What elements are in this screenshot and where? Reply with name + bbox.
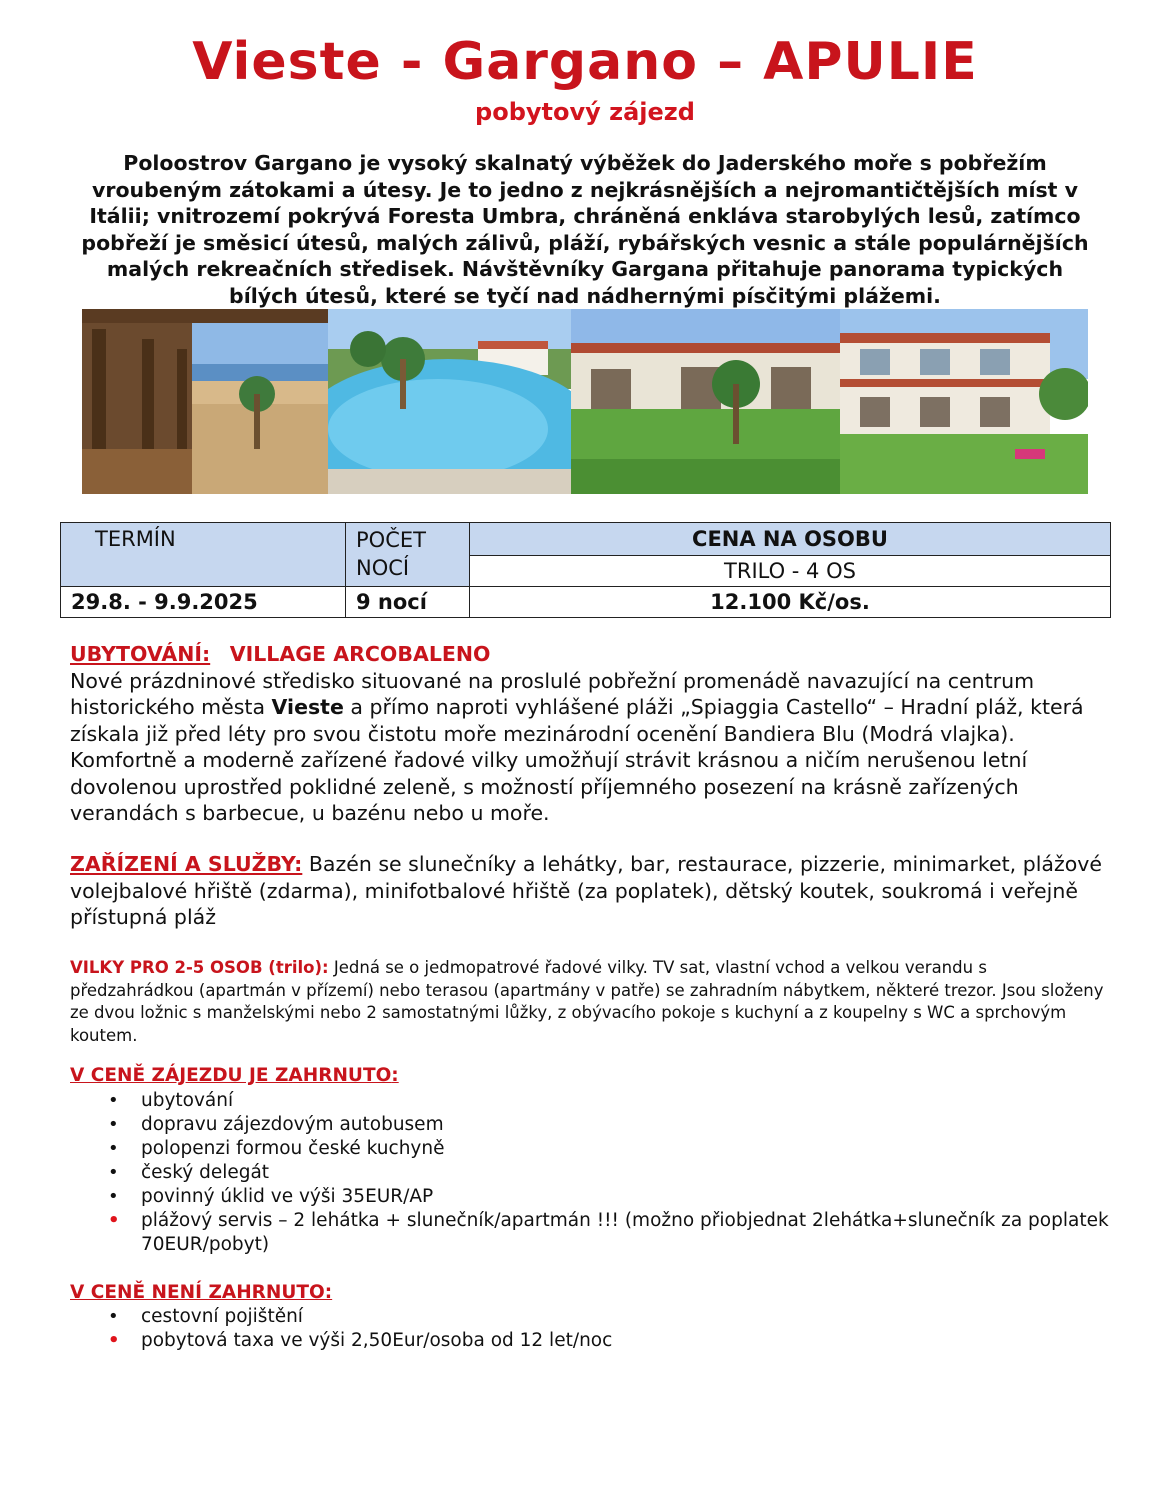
- page-subtitle: pobytový zájezd: [475, 98, 695, 126]
- included-colon: :: [391, 1065, 399, 1086]
- accommodation-section: [70, 641, 1110, 827]
- villas-garden-photo: [571, 309, 840, 494]
- villas-label: VILKY PRO 2-5 OSOB (trilo):: [70, 958, 329, 977]
- cell-cena: 12.100 Kč/os.: [470, 587, 1111, 618]
- column-header-cena: CENA NA OSOBU: [470, 523, 1111, 556]
- list-item-text: český delegát: [141, 1162, 270, 1183]
- facilities-text: Bazén se slunečníky a lehátky, bar, restaurace, pizzerie, minimarket, plážové volejbalové hřiště (zdarma), minifotbalové hřiště (za poplatek), dětský koutek, soukromá i veřejně přístupná pláž: [70, 852, 1103, 929]
- list-item: [70, 1329, 1110, 1353]
- included-list: [70, 1089, 1110, 1257]
- bullet-icon: •: [108, 1186, 119, 1207]
- list-item-text: plážový servis – 2 lehátka + slunečník/apartmán !!! (možno přiobjednat 2lehátka+slunečník za poplatek 70EUR/pobyt): [141, 1210, 1109, 1255]
- pocet-line2: NOCÍ: [356, 556, 410, 580]
- list-item-text: dopravu zájezdovým autobusem: [141, 1114, 444, 1135]
- photo-strip: [82, 309, 1088, 494]
- table-row: [61, 587, 1111, 618]
- accommodation-text-after: a přímo naproti vyhlášené pláži „Spiaggia Castello“ – Hradní pláž, která získala již před léty pro svou čistotu moře mezinárodní ocenění Bandiera Blu (Modrá vlajka). Komfortně a moderně zařízené řadové vilky umožňují strávit krásnou a ničím nerušenou letní dovolenou uprostřed poklidné zeleně, s možností příjemného posezení na krásně zařízených verandách s barbecue, u bazénu nebo u moře.: [70, 695, 1084, 825]
- price-table: [60, 522, 1111, 618]
- included-label: V CENĚ ZÁJEZDU JE ZAHRNUTO: [70, 1065, 392, 1086]
- not-included-heading: V CENĚ NENÍ ZAHRNUTO:: [70, 1282, 333, 1303]
- villas-terraces-photo: [840, 309, 1088, 494]
- list-item-text: ubytování: [141, 1090, 234, 1111]
- villas-section: [70, 957, 1110, 1047]
- accommodation-name: VILLAGE ARCOBALENO: [229, 642, 491, 666]
- page-title: Vieste - Gargano – APULIE: [192, 32, 978, 92]
- pool-photo: [328, 309, 571, 494]
- facilities-label: ZAŘÍZENÍ A SLUŽBY:: [70, 852, 303, 876]
- bullet-icon: •: [108, 1114, 119, 1135]
- cell-termin: 29.8. - 9.9.2025: [61, 587, 346, 618]
- list-item-text: povinný úklid ve výši 35EUR/AP: [141, 1186, 434, 1207]
- accommodation-label: UBYTOVÁNÍ:: [70, 642, 211, 666]
- not-included-list: [70, 1305, 1110, 1353]
- list-item: [70, 1305, 1110, 1329]
- list-item: [70, 1089, 1110, 1113]
- cell-noci: 9 nocí: [346, 587, 470, 618]
- facilities-section: [70, 851, 1110, 931]
- list-item-text: cestovní pojištění: [141, 1306, 303, 1327]
- list-item-text: pobytová taxa ve výši 2,50Eur/osoba od 12 let/noc: [141, 1330, 613, 1351]
- list-item: [70, 1185, 1110, 1209]
- pocet-line1: POČET: [356, 528, 426, 552]
- column-header-pocet-noci: [346, 523, 470, 587]
- bullet-icon: •: [108, 1090, 119, 1111]
- villas-text: Jedná se o jedmopatrové řadové vilky. TV sat, vlastní vchod a velkou verandu s předzahrádkou (apartmán v přízemí) nebo terasou (apartmány v patře) se zahradním nábytkem, některé trezor. Jsou složeny ze dvou ložnic s manželskými nebo 2 samostatnými lůžky, z obývacího pokoje s kuchyní a z koupelny s WC a sprchovým koutem.: [70, 958, 1104, 1045]
- beach-terrace-photo: [82, 309, 328, 494]
- intro-paragraph: Poloostrov Gargano je vysoký skalnatý výběžek do Jaderského moře s pobřežím vroubeným zátokami a útesy. Je to jedno z nejkrásnějších a nejromantičtějších míst v Itálii; vnitrozemí pokrývá Foresta Umbra, chráněná enkláva starobylých lesů, zatímco pobřeží je směsicí útesů, malých zálivů, pláží, rybářských vesnic a stále populárnějších malých rekreačních středisek. Návštěvníky Gargana přitahuje panorama typických bílých útesů, které se tyčí nad nádhernými písčitými plážemi.: [81, 151, 1089, 308]
- list-item: [70, 1161, 1110, 1185]
- bullet-icon: •: [108, 1330, 120, 1351]
- bullet-icon: •: [108, 1210, 120, 1231]
- bullet-icon: •: [108, 1138, 119, 1159]
- list-item: [70, 1137, 1110, 1161]
- column-subheader-trilo: TRILO - 4 OS: [470, 556, 1111, 587]
- list-item-text: polopenzi formou české kuchyně: [141, 1138, 445, 1159]
- accommodation-bold-word: Vieste: [271, 695, 344, 719]
- list-item: [70, 1209, 1110, 1257]
- bullet-icon: •: [108, 1162, 119, 1183]
- included-heading: [70, 1065, 399, 1086]
- bullet-icon: •: [108, 1306, 119, 1327]
- column-header-termin: TERMÍN: [61, 523, 346, 587]
- accommodation-text-before: Nové prázdninové středisko situované na proslulé pobřežní promenádě navazující na centrum historického města: [70, 668, 1035, 719]
- list-item: [70, 1113, 1110, 1137]
